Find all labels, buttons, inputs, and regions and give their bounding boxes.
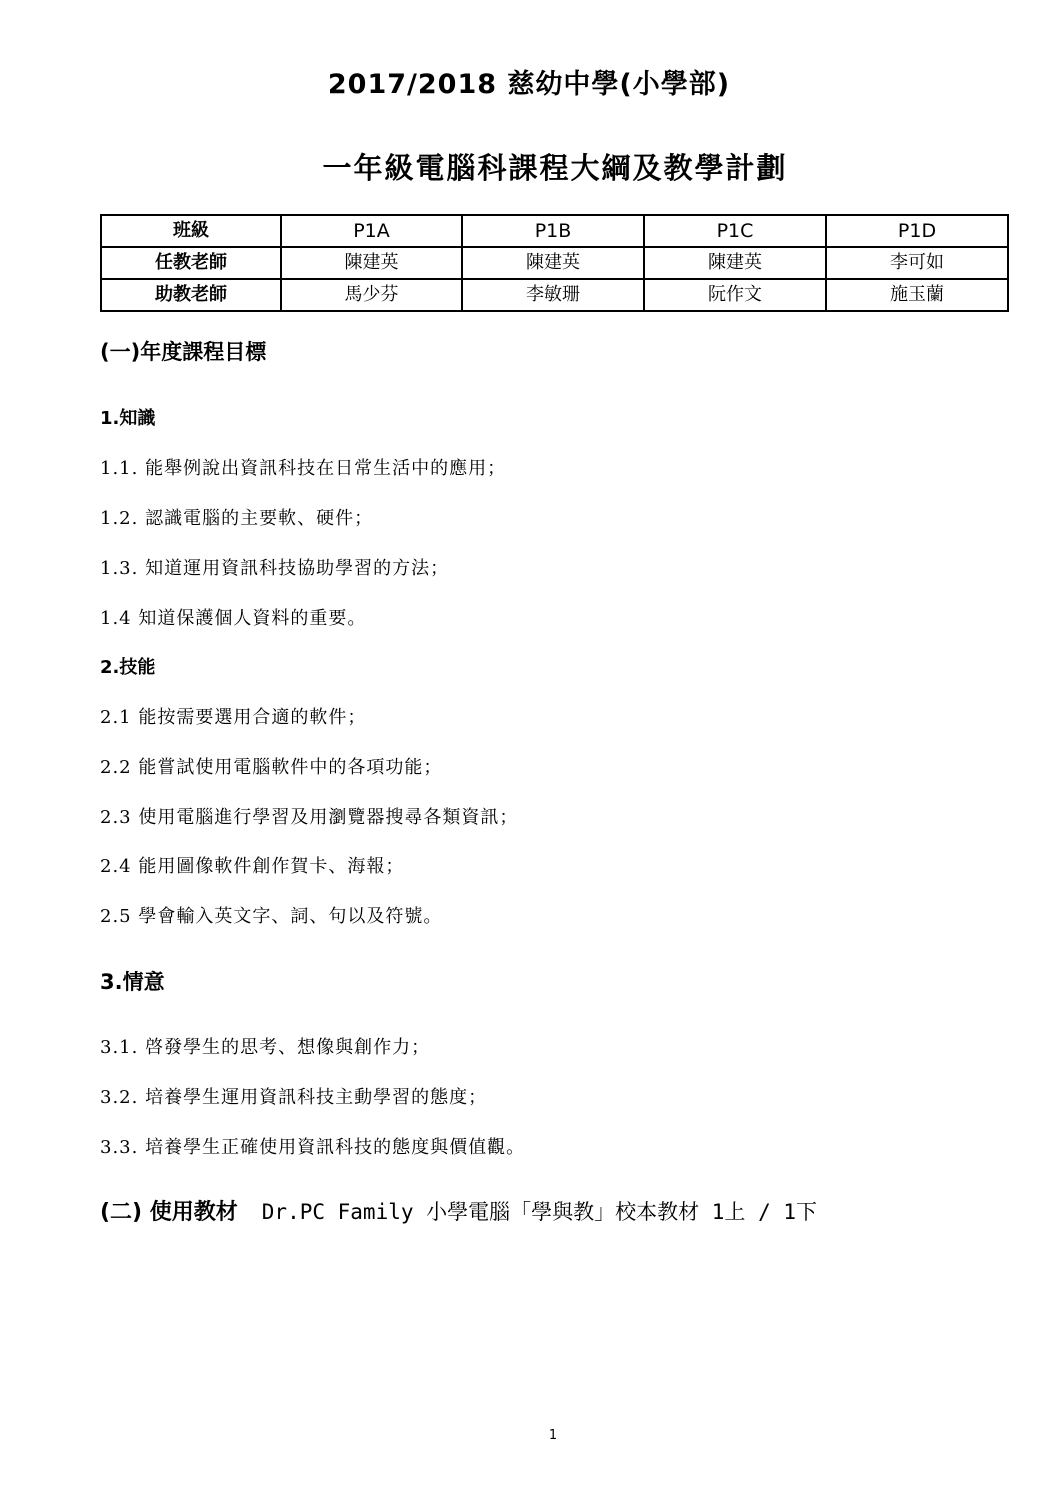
table-cell: 阮作文 <box>644 279 826 311</box>
list-item: 3.2. 培養學生運用資訊科技主動學習的態度； <box>100 1087 488 1108</box>
list-item: 1.1. 能舉例說出資訊科技在日常生活中的應用； <box>100 458 507 479</box>
table-row <box>101 279 1008 311</box>
document-subtitle: 一年級電腦科課程大綱及教學計劃 <box>322 151 788 185</box>
list-item: 2.1 能按需要選用合適的軟件； <box>100 707 367 728</box>
table-cell: 陳建英 <box>644 247 826 279</box>
table-header-row <box>101 215 1008 247</box>
table-cell: 陳建英 <box>462 247 644 279</box>
table-header-cell: P1B <box>462 215 644 247</box>
document-title: 2017/2018 慈幼中學(小學部) <box>327 69 731 100</box>
row-label-cell: 任教老師 <box>101 247 281 279</box>
subheading-skills: 2.技能 <box>100 657 156 678</box>
table-cell: 陳建英 <box>281 247 462 279</box>
section-heading-objectives: (一)年度課程目標 <box>100 340 267 364</box>
subheading-knowledge: 1.知識 <box>100 408 156 429</box>
table-header-cell: P1C <box>644 215 826 247</box>
materials-line <box>100 1195 817 1226</box>
materials-label: (二) 使用教材 <box>100 1200 238 1225</box>
list-item: 2.2 能嘗試使用電腦軟件中的各項功能； <box>100 757 443 778</box>
table-row <box>101 247 1008 279</box>
row-label-cell: 助教老師 <box>101 279 281 311</box>
table-cell: 馬少芬 <box>281 279 462 311</box>
list-item: 2.3 使用電腦進行學習及用瀏覽器搜尋各類資訊； <box>100 807 519 828</box>
class-teacher-table <box>100 214 1009 312</box>
list-item: 1.2. 認識電腦的主要軟、硬件； <box>100 508 374 529</box>
table-cell: 施玉蘭 <box>826 279 1008 311</box>
subheading-attitude: 3.情意 <box>100 970 165 994</box>
table-header-cell: P1D <box>826 215 1008 247</box>
list-item: 3.1. 啓發學生的思考、想像與創作力； <box>100 1037 431 1058</box>
materials-text: Dr.PC Family 小學電腦「學與教」校本教材 1上 / 1下 <box>261 1200 817 1224</box>
list-item: 1.4 知道保護個人資料的重要。 <box>100 608 367 629</box>
list-item: 2.4 能用圖像軟件創作賀卡、海報； <box>100 856 405 877</box>
list-item: 1.3. 知道運用資訊科技協助學習的方法； <box>100 558 450 579</box>
page-number: 1 <box>548 1428 558 1443</box>
table-cell: 李敏珊 <box>462 279 644 311</box>
list-item: 2.5 學會輸入英文字、詞、句以及符號。 <box>100 906 443 927</box>
list-item: 3.3. 培養學生正確使用資訊科技的態度與價值觀。 <box>100 1137 526 1158</box>
table-header-cell: P1A <box>281 215 462 247</box>
table-cell: 李可如 <box>826 247 1008 279</box>
table-header-cell: 班級 <box>101 215 281 247</box>
